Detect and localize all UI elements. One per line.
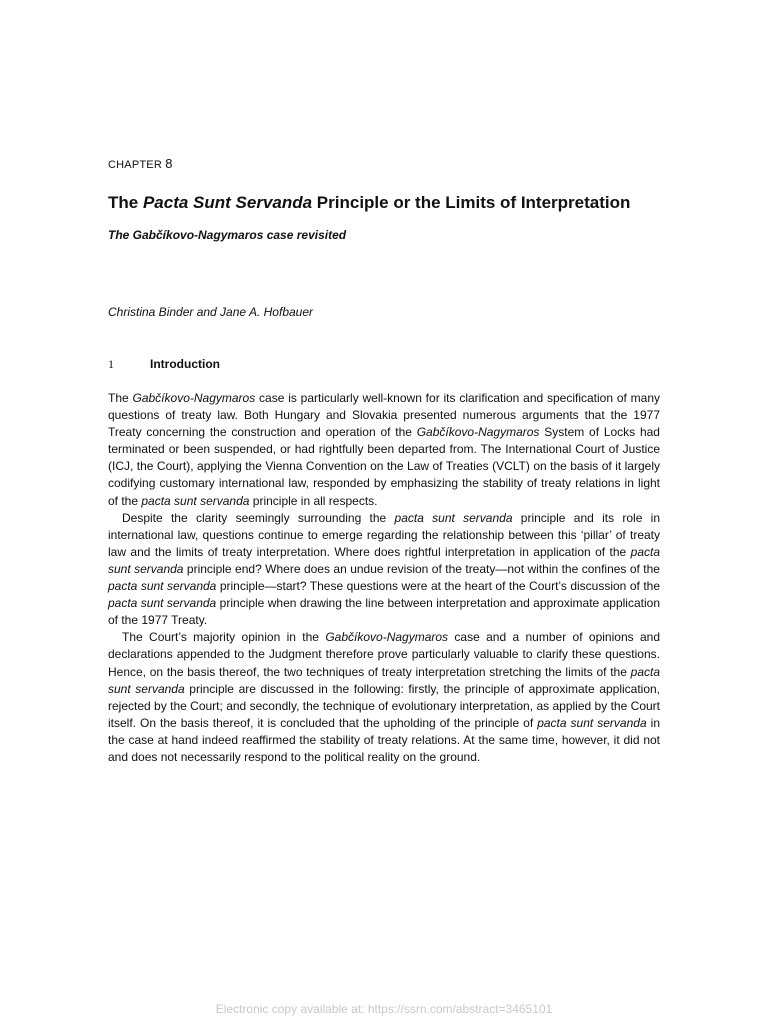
text-run: case and a number of opinions and declarations appended to the Judgment therefore prove particularly valuable to clarify these questions. Hence, on the basis thereof, the two techniques of treaty interpretation stretching the limits of the [108, 630, 660, 679]
subtitle: The Gabčíkovo-Nagymaros case revisited [108, 228, 347, 242]
section-title: Introduction [150, 357, 220, 371]
text-run: principle in all respects. [249, 493, 378, 508]
body-text [108, 390, 660, 766]
italic-run: pacta sunt servanda [108, 544, 660, 576]
body-paragraph [108, 390, 660, 510]
title-suffix: Principle or the Limits of Interpretation [312, 193, 631, 212]
chapter-label [108, 156, 173, 171]
italic-run: pacta sunt servanda [394, 510, 513, 525]
text-run: System of Locks had terminated or been suspended, or had rightfully been departed from. The International Court of Justice (ICJ, the Court), applying the Vienna Convention on the Law of Treaties (VCLT) on the basis of it largely codifying customary international law, responded by emphasizing the stability of treaty relations in light of the [108, 425, 660, 508]
text-run: The Court’s majority opinion in the [122, 630, 326, 645]
chapter-label-text: CHAPTER [108, 159, 162, 171]
text-run: case is particularly well-known for its clarification and specification of many questions of treaty law. Both Hungary and Slovakia presented numerous arguments that the 1977 Treaty concerning the construction and operation of the [108, 391, 661, 440]
title-prefix: The [108, 193, 143, 212]
italic-run: pacta sunt servanda [141, 493, 250, 508]
section-heading [108, 357, 220, 372]
page-title [108, 193, 630, 213]
title-italic: Pacta Sunt Servanda [142, 193, 313, 212]
italic-run: Gabčíkovo-Nagymaros [416, 425, 540, 440]
text-run: The [108, 391, 133, 405]
italic-run: pacta sunt servanda [108, 664, 660, 696]
footer-note: Electronic copy available at: https://ssrn.com/abstract=3465101 [215, 1002, 553, 1016]
authors: Christina Binder and Jane A. Hofbauer [108, 305, 314, 319]
text-run: principle and its role in international law, questions continue to emerge regarding the relationship between this ‘pillar’ of treaty law and the limits of treaty interpretation. Where does rightful interpretation in application of the [108, 510, 660, 559]
italic-run: pacta sunt servanda [108, 596, 217, 611]
text-run: in the case at hand indeed reaffirmed the stability of treaty relations. At the same time, however, it did not and does not necessarily respond to the political reality on the ground. [108, 715, 660, 764]
section-number: 1 [108, 357, 114, 371]
italic-run: pacta sunt servanda [537, 715, 647, 730]
body-paragraph [108, 629, 660, 766]
text-run: Despite the clarity seemingly surrounding the [122, 510, 395, 525]
body-paragraph [108, 510, 660, 630]
italic-run: Gabčíkovo-Nagymaros [132, 391, 256, 405]
italic-run: Gabčíkovo-Nagymaros [325, 630, 449, 645]
text-run: principle are discussed in the following: firstly, the principle of approximate application, rejected by the Court; and secondly, the technique of evolutionary interpretation, as applied by the Court itself. On the basis thereof, it is concluded that the upholding of the principle of [108, 681, 661, 730]
chapter-number: 8 [165, 156, 173, 171]
text-run: principle—start? These questions were at the heart of the Court’s discussion of the [216, 579, 660, 594]
text-run: principle when drawing the line between interpretation and approximate application of the 1977 Treaty. [108, 596, 660, 628]
text-run: principle end? Where does an undue revision of the treaty—not within the confines of the [183, 561, 660, 576]
italic-run: pacta sunt servanda [108, 579, 217, 594]
